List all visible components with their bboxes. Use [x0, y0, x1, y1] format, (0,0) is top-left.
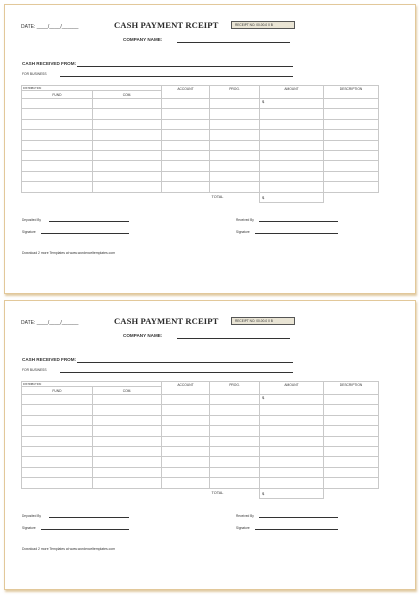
total-row	[22, 488, 379, 498]
table-row	[22, 130, 379, 140]
receipt-title: CASH PAYMENT RCEIPT	[114, 316, 219, 326]
received-by-label: Received By	[236, 218, 254, 222]
dollar-sign: $	[260, 395, 324, 405]
table-row	[22, 99, 379, 109]
cash-received-from-label: CASH RECEIVED FROM:	[22, 61, 77, 66]
signature-label-right: Signature	[236, 230, 250, 234]
table-row	[22, 467, 379, 477]
prog-header: PROG.	[210, 382, 260, 395]
receipt-number-box: RECEIPT NO. 00-00-0 0 B	[231, 21, 295, 29]
date-field: DATE: ____/____/______	[21, 24, 79, 30]
fund-header: FUND	[22, 387, 93, 395]
table-row	[22, 109, 379, 119]
table-row	[22, 140, 379, 150]
description-header: DESCRIPTION	[324, 86, 379, 99]
table-row	[22, 415, 379, 425]
footer-download-text: Download 2 more Templates at www.wordexceltemplates.com	[22, 547, 116, 551]
deposited-by-label: Deposited By	[22, 514, 41, 518]
deposited-by-line	[49, 221, 129, 222]
signature-label-left: Signature	[22, 526, 36, 530]
deposited-by-line	[49, 517, 129, 518]
cash-received-from-line	[77, 362, 293, 363]
table-row	[22, 405, 379, 415]
table-row	[22, 150, 379, 160]
signature-line-right	[255, 233, 338, 234]
received-by-line	[259, 517, 338, 518]
received-by-label: Received By	[236, 514, 254, 518]
signature-label-left: Signature	[22, 230, 36, 234]
table-row	[22, 182, 379, 192]
signature-line-left	[41, 529, 129, 530]
for-business-label: FOR BUSINESS	[22, 72, 47, 76]
for-business-line	[60, 372, 293, 373]
cash-received-from-label: CASH RECEIVED FROM:	[22, 357, 77, 362]
company-name-label: COMPANY NAME:	[123, 37, 163, 42]
for-business-line	[60, 76, 293, 77]
received-by-line	[259, 221, 338, 222]
receipt-page-2	[4, 300, 416, 590]
distribution-table	[21, 381, 379, 499]
dollar-sign: $	[260, 99, 324, 109]
date-field: DATE: ____/____/______	[21, 320, 79, 326]
com-header: COM.	[93, 91, 162, 99]
prog-header: PROG.	[210, 86, 260, 99]
company-name-line	[177, 42, 290, 43]
cash-received-from-line	[77, 66, 293, 67]
distribution-table	[21, 85, 379, 203]
table-row	[22, 457, 379, 467]
total-dollar-sign: $	[260, 488, 324, 498]
company-name-label: COMPANY NAME:	[123, 333, 163, 338]
com-header: COM.	[93, 387, 162, 395]
receipt-number-box: RECEIPT NO. 00-00-0 0 B	[231, 317, 295, 325]
table-row	[22, 436, 379, 446]
table-row	[22, 395, 379, 405]
distribution-label: DISTRIBUTION	[22, 382, 162, 387]
signature-line-right	[255, 529, 338, 530]
table-row	[22, 426, 379, 436]
total-label: TOTAL	[210, 488, 260, 498]
distribution-label: DISTRIBUTION	[22, 86, 162, 91]
total-label: TOTAL	[210, 192, 260, 202]
total-dollar-sign: $	[260, 192, 324, 202]
table-row	[22, 161, 379, 171]
for-business-label: FOR BUSINESS	[22, 368, 47, 372]
company-name-line	[177, 338, 290, 339]
signature-line-left	[41, 233, 129, 234]
table-row	[22, 119, 379, 129]
amount-header: AMOUNT	[260, 382, 324, 395]
receipt-page-1	[4, 4, 416, 294]
account-header: ACCOUNT	[162, 382, 210, 395]
footer-download-text: Download 2 more Templates at www.wordexceltemplates.com	[22, 251, 116, 255]
signature-label-right: Signature	[236, 526, 250, 530]
description-header: DESCRIPTION	[324, 382, 379, 395]
amount-header: AMOUNT	[260, 86, 324, 99]
table-row	[22, 446, 379, 456]
table-row	[22, 478, 379, 488]
table-row	[22, 171, 379, 181]
fund-header: FUND	[22, 91, 93, 99]
total-row	[22, 192, 379, 202]
account-header: ACCOUNT	[162, 86, 210, 99]
deposited-by-label: Deposited By	[22, 218, 41, 222]
receipt-title: CASH PAYMENT RCEIPT	[114, 20, 219, 30]
